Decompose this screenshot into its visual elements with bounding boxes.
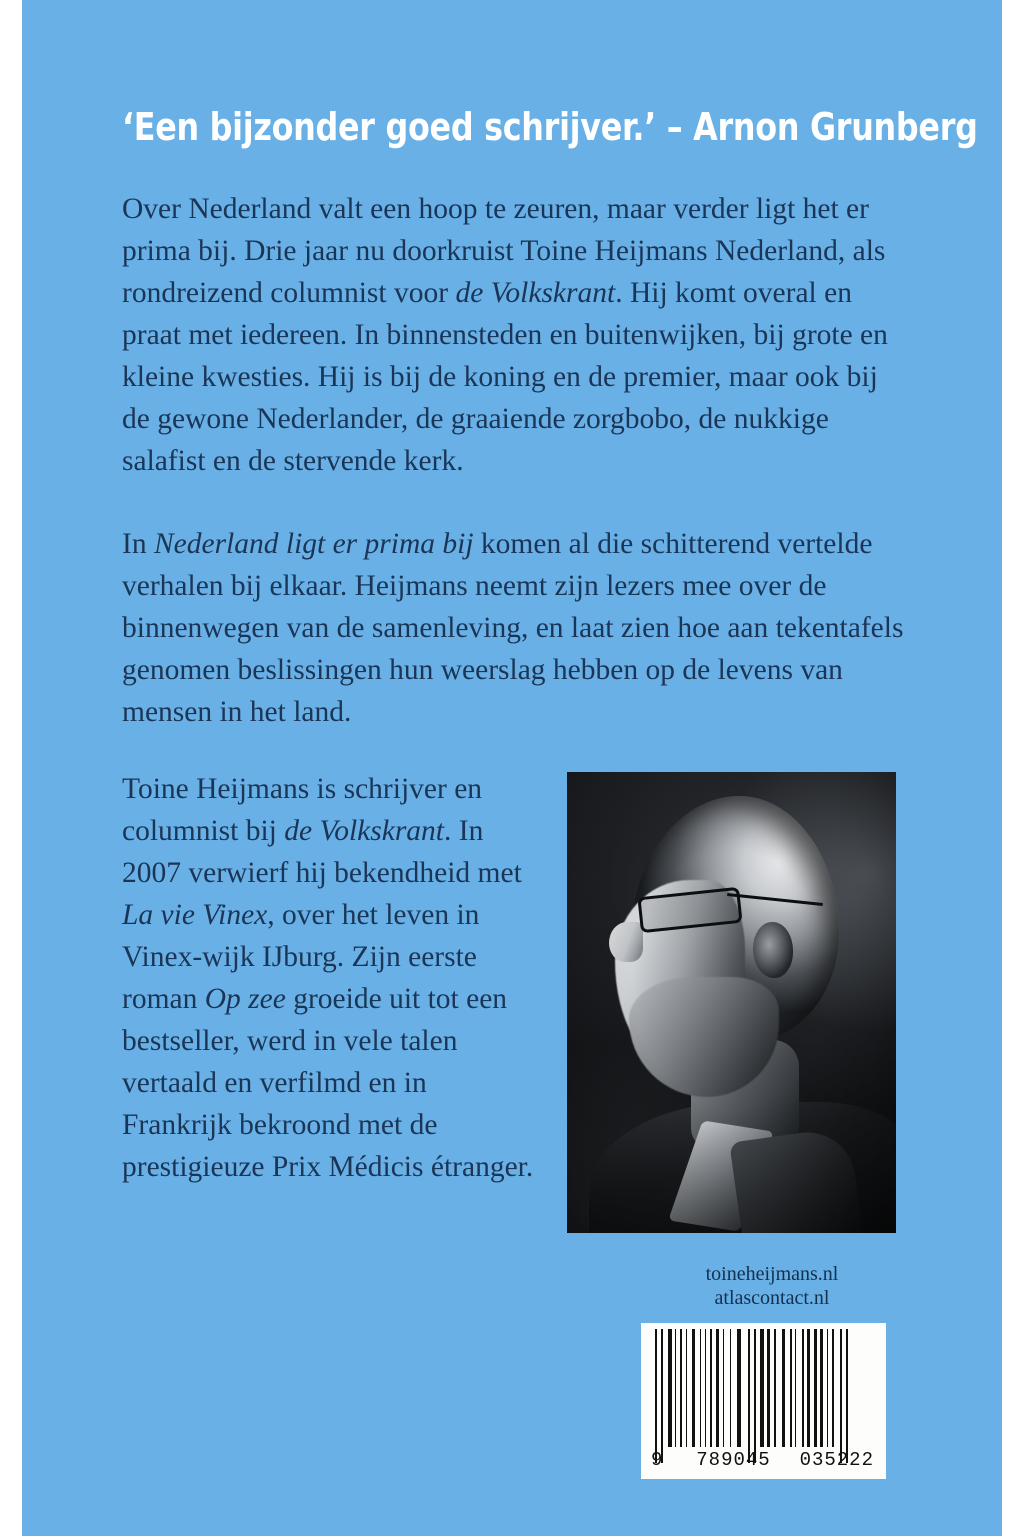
barcode-guard-bar [661,1329,663,1463]
bio-text-3: , over het leven in Vinex-wijk IJburg. Zijn eerste roman [122,899,480,1015]
barcode-bar [807,1329,810,1447]
author-portrait-photo [567,772,896,1233]
book-back-cover [22,0,1002,1536]
barcode-guard-bar [754,1329,756,1463]
blurb-p2-italic-book-title: Nederland ligt er prima bij [153,528,474,560]
barcode-lead-digit: 9 [651,1449,664,1471]
barcode-bar [774,1329,776,1447]
barcode-guard-bar [846,1329,848,1463]
blurb-paragraph-2 [122,523,912,733]
publisher-websites [642,1262,902,1310]
blurb-p1-italic-newspaper: de Volkskrant [455,277,616,309]
barcode-guard-bar [748,1329,750,1463]
website-author[interactable]: toineheijmans.nl [705,1263,839,1285]
bio-text-1: Toine Heijmans is schrijver en columnist bij [122,773,483,847]
barcode-bar [723,1329,724,1447]
bio-text-4: groeide uit tot een bestseller, werd in vele talen vertaald en verfilmd en in Frankrijk bekroond met de prestigieuze Prix Médicis étranger. [122,983,534,1183]
barcode-group-right: 035222 [799,1449,874,1471]
barcode-bar [767,1329,770,1447]
barcode-bars [655,1329,850,1447]
barcode-digits [649,1449,882,1471]
barcode-guard-bar [655,1329,657,1463]
barcode-bar [827,1329,828,1447]
barcode-bar [710,1329,712,1447]
barcode-bar [700,1329,701,1447]
blurb-p1-text-2: . Hij komt overal en praat met iedereen. In binnensteden en buitenwijken, bij grote en kleine kwesties. Hij is bij de koning en de premier, maar ook bij de gewone Nederlander, de graaiende zorgbobo, de nukkige salafist en de stervende kerk. [122,277,888,477]
barcode-bar [814,1329,817,1447]
blurb-p1-text-1: Over Nederland valt een hoop te zeuren, maar verder ligt het er prima bij. Drie jaar nu doorkruist Toine Heijmans Nederland, als rondreizend columnist voor [122,193,886,309]
review-quote-headline: ‘Een bijzonder goed schrijver.’ – Arnon Grunberg [122,105,978,149]
blurb-p2-text-1: In [122,528,154,560]
bio-italic-newspaper: de Volkskrant [284,815,445,847]
barcode-group-left: 789045 [696,1449,771,1471]
barcode-guard-bar [840,1329,842,1463]
barcode-bar [730,1329,731,1447]
barcode-bar [716,1329,719,1447]
barcode-bar [790,1329,792,1447]
barcode-bar [760,1329,764,1447]
barcode-bar [675,1329,676,1447]
barcode-bar [705,1329,706,1447]
website-publisher[interactable]: atlascontact.nl [714,1287,830,1309]
blurb-p2-text-2: komen al die schitterend vertelde verhalen bij elkaar. Heijmans neemt zijn lezers mee over de binnenwegen van de samenleving, en laat zien hoe aan tekentafels genomen beslissingen hun weerslag hebben op de levens van mensen in het land. [122,528,904,728]
barcode-bar [795,1329,796,1447]
bio-italic-la-vie-vinex: La vie Vinex [122,899,268,931]
bio-text-2: . In 2007 verwierf hij bekendheid met [122,815,522,889]
portrait-vignette [567,772,896,1233]
barcode-bar [820,1329,823,1447]
barcode-bar [686,1329,687,1447]
barcode-bar [692,1329,695,1447]
barcode-bar [737,1329,741,1447]
barcode-bar [668,1329,672,1447]
author-biography [122,768,537,1188]
barcode-bar [802,1329,804,1447]
isbn-barcode [641,1323,886,1479]
barcode-bar [782,1329,785,1447]
blurb-paragraph-1 [122,188,912,482]
barcode-bar [680,1329,682,1447]
bio-italic-op-zee: Op zee [204,983,286,1015]
barcode-bar [832,1329,834,1447]
